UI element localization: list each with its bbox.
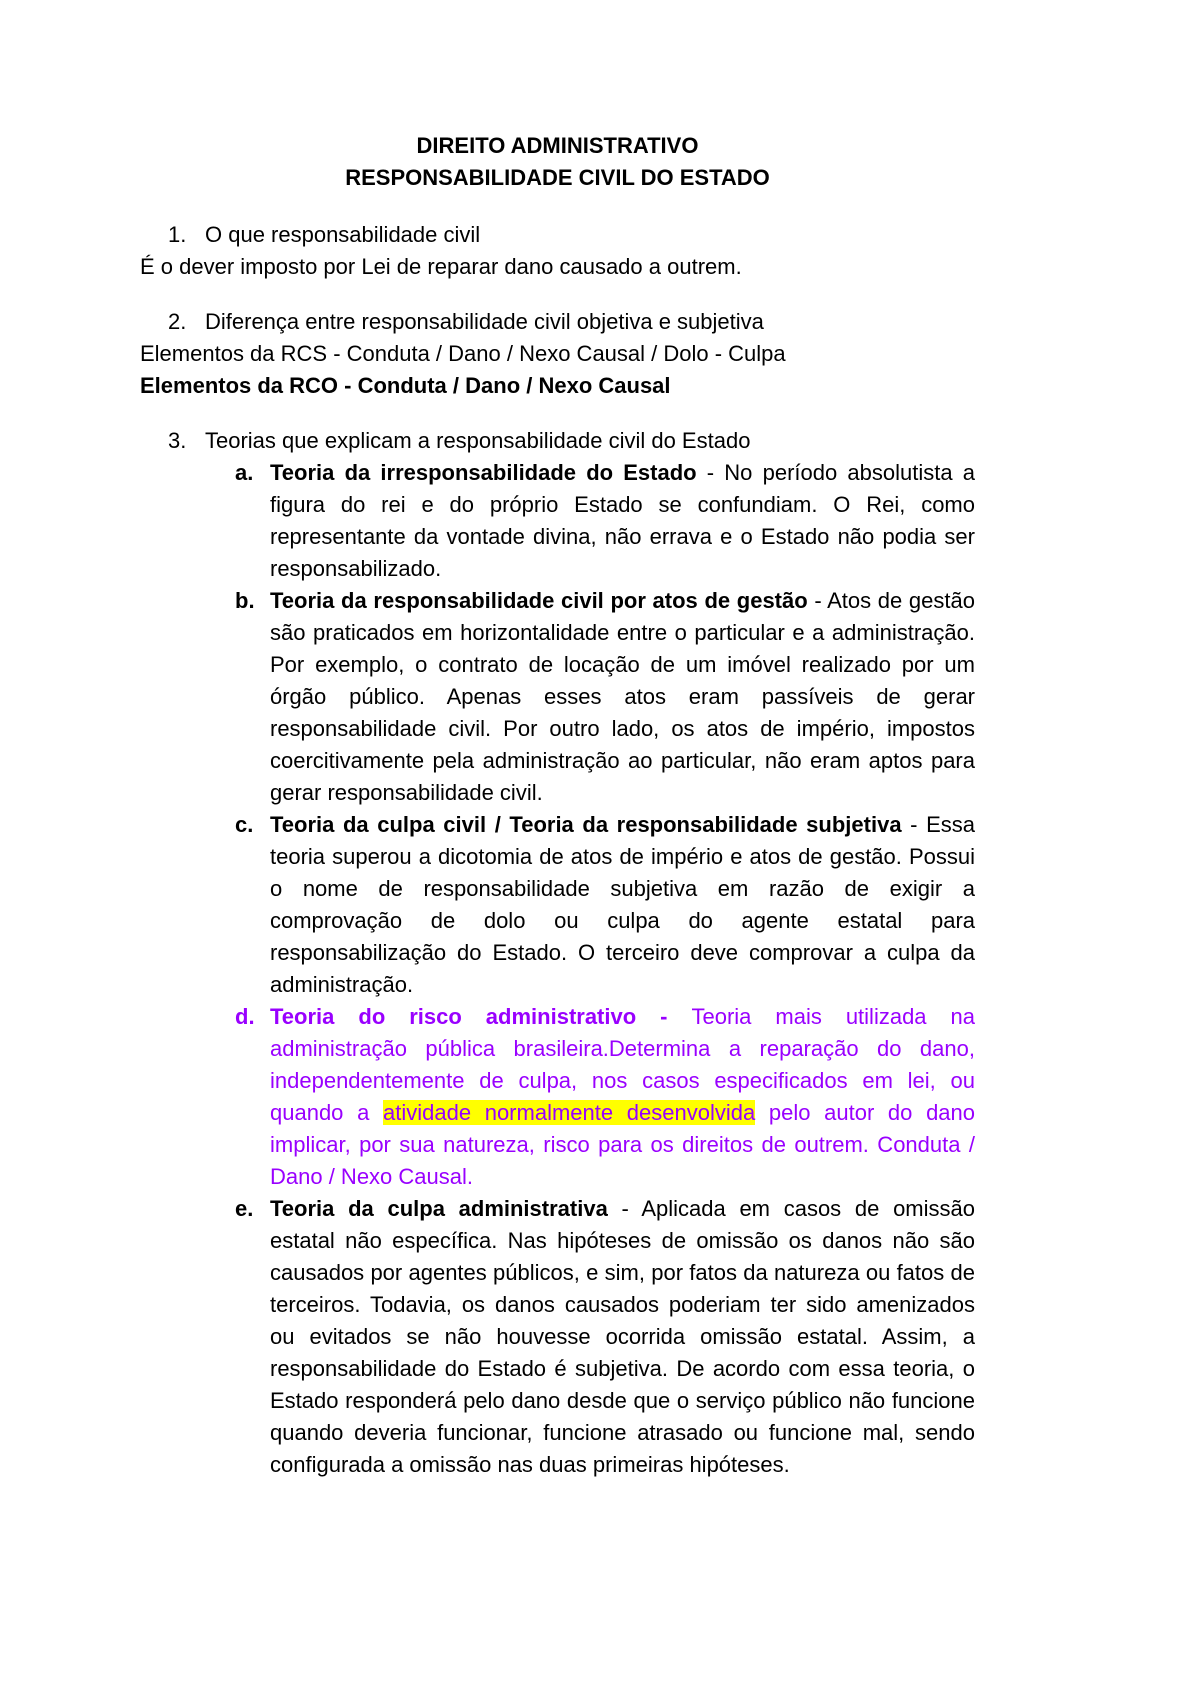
item-a-separator: - — [696, 460, 725, 485]
list-item-e — [235, 1193, 975, 1481]
item-c-term: Teoria da culpa civil / Teoria da responsabilidade subjetiva — [270, 812, 902, 837]
rcs-elements-line: Elementos da RCS - Conduta / Dano / Nexo Causal / Dolo - Culpa — [140, 341, 786, 366]
item-2-heading: Diferença entre responsabilidade civil objetiva e subjetiva — [205, 309, 764, 334]
item-d-text — [270, 1001, 975, 1193]
item-c-text — [270, 809, 975, 1001]
section-3 — [140, 425, 975, 1481]
list-item-a — [235, 457, 975, 585]
item-3-heading: Teorias que explicam a responsabilidade civil do Estado — [205, 428, 751, 453]
item-d-highlighted-text: atividade normalmente desenvolvida — [382, 1100, 756, 1125]
rco-elements-line: Elementos da RCO - Conduta / Dano / Nexo Causal — [140, 373, 671, 398]
item-a-text — [270, 457, 975, 585]
item-a-marker: a. — [235, 460, 254, 485]
item-e-text — [270, 1193, 975, 1481]
item-2-number: 2. — [168, 309, 187, 334]
item-c-separator: - — [901, 812, 927, 837]
item-d-marker: d. — [235, 1004, 255, 1029]
item-e-term: Teoria da culpa administrativa — [270, 1196, 608, 1221]
item-c-marker: c. — [235, 812, 254, 837]
item-e-marker: e. — [235, 1196, 254, 1221]
item-b-term: Teoria da responsabilidade civil por atos de gestão — [270, 588, 808, 613]
title-line-1: DIREITO ADMINISTRATIVO — [416, 133, 699, 158]
list-item-b — [235, 585, 975, 809]
item-a-description: No período absolutista a figura do rei e do próprio Estado se confundiam. O Rei, como representante da vontade divina, não errava e o Estado não podia ser responsabilizado. — [270, 460, 975, 581]
numbered-item-2 — [140, 306, 975, 338]
item-b-description: Atos de gestão são praticados em horizontalidade entre o particular e a administração. Por exemplo, o contrato de locação de um imóvel realizado por um órgão público. Apenas esses atos eram passíveis de gerar responsabilidade civil. Por outro lado, os atos de império, impostos coercitivamente pela administração ao particular, não eram aptos para gerar responsabilidade civil. — [270, 588, 975, 805]
list-item-c — [235, 809, 975, 1001]
item-b-marker: b. — [235, 588, 255, 613]
item-d-description-after-highlight: pelo autor do dano implicar, por sua natureza, risco para os direitos de outrem. Conduta / Dano / Nexo Causal. — [270, 1100, 976, 1189]
section-2 — [140, 306, 975, 402]
item-1-heading: O que responsabilidade civil — [205, 222, 481, 247]
document-title — [140, 130, 975, 194]
section-1 — [140, 219, 975, 283]
numbered-item-3 — [140, 425, 975, 457]
item-c-description: Essa teoria superou a dicotomia de atos de império e atos de gestão. Possui o nome de responsabilidade subjetiva em razão de exigir a comprovação de dolo ou culpa do agente estatal para responsabilização do Estado. O terceiro deve comprovar a culpa da administração. — [270, 812, 975, 997]
theories-list — [235, 457, 975, 1481]
item-1-body: É o dever imposto por Lei de reparar dano causado a outrem. — [140, 254, 742, 279]
item-b-text — [270, 585, 975, 809]
item-d-term: Teoria do risco administrativo - — [270, 1004, 692, 1029]
item-b-separator: - — [807, 588, 828, 613]
list-item-d — [235, 1001, 975, 1193]
item-3-number: 3. — [168, 428, 187, 453]
item-a-term: Teoria da irresponsabilidade do Estado — [270, 460, 697, 485]
item-e-separator: - — [607, 1196, 642, 1221]
numbered-item-1 — [140, 219, 975, 251]
item-d-description-before-highlight: Teoria mais utilizada na administração pública brasileira.Determina a reparação do dano, independentemente de culpa, nos casos especificados em lei, ou quando a — [270, 1004, 975, 1125]
item-1-number: 1. — [168, 222, 187, 247]
item-e-description: Aplicada em casos de omissão estatal não específica. Nas hipóteses de omissão os danos não são causados por agentes públicos, e sim, por fatos da natureza ou fatos de terceiros. Todavia, os danos causados poderiam ter sido amenizados ou evitados se não houvesse ocorrida omissão estatal. Assim, a responsabilidade do Estado é subjetiva. De acordo com essa teoria, o Estado responderá pelo dano desde que o serviço público não funcione quando deveria funcionar, funcione atrasado ou funcione mal, sendo configurada a omissão nas duas primeiras hipóteses. — [270, 1196, 975, 1477]
title-line-2: RESPONSABILIDADE CIVIL DO ESTADO — [345, 165, 770, 190]
